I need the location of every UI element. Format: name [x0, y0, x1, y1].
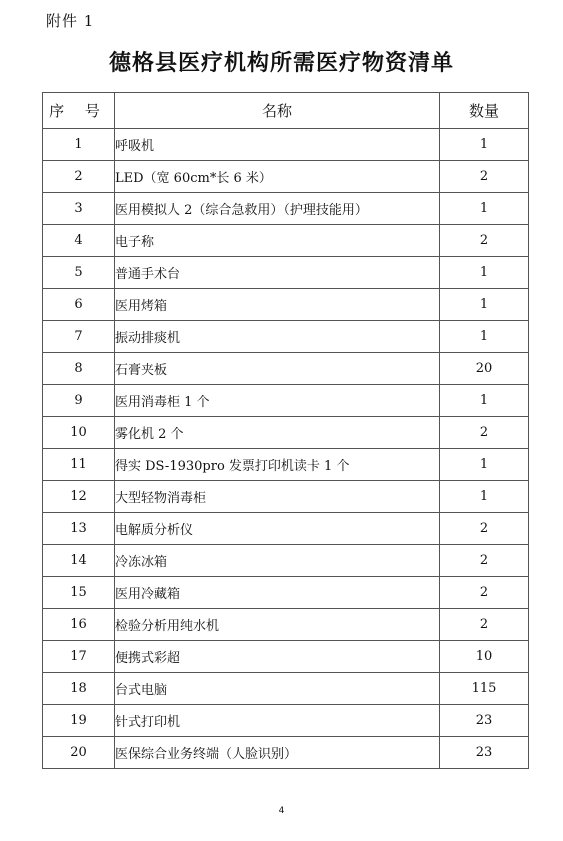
row-item-name: 台式电脑: [115, 673, 440, 705]
row-serial-number: 8: [43, 353, 115, 385]
table-row: [43, 641, 529, 673]
row-item-name: 雾化机 2 个: [115, 417, 440, 449]
row-quantity: 1: [440, 193, 529, 225]
table-row: [43, 417, 529, 449]
row-serial-number: 3: [43, 193, 115, 225]
row-item-name: 医保综合业务终端（人脸识别）: [115, 737, 440, 769]
table-row: [43, 577, 529, 609]
table-row: [43, 545, 529, 577]
row-item-name: 便携式彩超: [115, 641, 440, 673]
row-item-name: 电解质分析仪: [115, 513, 440, 545]
table-row: [43, 705, 529, 737]
row-item-name: 呼吸机: [115, 129, 440, 161]
row-serial-number: 7: [43, 321, 115, 353]
row-item-name: 冷冻冰箱: [115, 545, 440, 577]
row-serial-number: 16: [43, 609, 115, 641]
row-item-name: 医用消毒柜 1 个: [115, 385, 440, 417]
row-quantity: 1: [440, 289, 529, 321]
table-row: [43, 673, 529, 705]
row-serial-number: 14: [43, 545, 115, 577]
row-item-name: 医用模拟人 2（综合急救用）（护理技能用）: [115, 193, 440, 225]
table-row: [43, 609, 529, 641]
attachment-label: 附件 1: [46, 12, 95, 30]
row-item-name: 医用冷藏箱: [115, 577, 440, 609]
row-serial-number: 1: [43, 129, 115, 161]
row-item-name: 石膏夹板: [115, 353, 440, 385]
row-serial-number: 10: [43, 417, 115, 449]
row-item-name: 医用烤箱: [115, 289, 440, 321]
table-header-row: [43, 93, 529, 129]
row-item-name: 振动排痰机: [115, 321, 440, 353]
table-row: [43, 737, 529, 769]
table-row: [43, 353, 529, 385]
row-item-name: 大型轻物消毒柜: [115, 481, 440, 513]
row-item-name: 检验分析用纯水机: [115, 609, 440, 641]
table-row: [43, 225, 529, 257]
row-quantity: 10: [440, 641, 529, 673]
row-serial-number: 4: [43, 225, 115, 257]
row-quantity: 1: [440, 257, 529, 289]
table-row: [43, 321, 529, 353]
row-quantity: 2: [440, 577, 529, 609]
row-serial-number: 19: [43, 705, 115, 737]
row-serial-number: 18: [43, 673, 115, 705]
table-row: [43, 161, 529, 193]
row-serial-number: 17: [43, 641, 115, 673]
supplies-table: [42, 92, 529, 769]
row-quantity: 23: [440, 737, 529, 769]
table-row: [43, 289, 529, 321]
table-row: [43, 449, 529, 481]
table-row: [43, 193, 529, 225]
row-quantity: 2: [440, 545, 529, 577]
row-quantity: 2: [440, 609, 529, 641]
row-quantity: 1: [440, 385, 529, 417]
row-quantity: 2: [440, 225, 529, 257]
row-serial-number: 15: [43, 577, 115, 609]
row-item-name: 普通手术台: [115, 257, 440, 289]
header-serial-number: 序 号: [43, 93, 115, 129]
row-serial-number: 12: [43, 481, 115, 513]
row-quantity: 23: [440, 705, 529, 737]
row-quantity: 20: [440, 353, 529, 385]
row-quantity: 115: [440, 673, 529, 705]
row-quantity: 1: [440, 129, 529, 161]
row-quantity: 2: [440, 417, 529, 449]
table-row: [43, 129, 529, 161]
row-serial-number: 6: [43, 289, 115, 321]
row-quantity: 1: [440, 321, 529, 353]
row-serial-number: 9: [43, 385, 115, 417]
row-serial-number: 20: [43, 737, 115, 769]
row-quantity: 1: [440, 449, 529, 481]
table-row: [43, 513, 529, 545]
row-quantity: 2: [440, 513, 529, 545]
table-body: [43, 129, 529, 769]
page-number: 4: [278, 806, 285, 816]
row-item-name: 电子称: [115, 225, 440, 257]
row-item-name: 针式打印机: [115, 705, 440, 737]
row-item-name: 得实 DS-1930pro 发票打印机读卡 1 个: [115, 449, 440, 481]
table-row: [43, 481, 529, 513]
header-quantity: 数量: [440, 93, 529, 129]
page-title: 德格县医疗机构所需医疗物资清单: [108, 50, 454, 76]
row-serial-number: 13: [43, 513, 115, 545]
row-item-name: LED（宽 60cm*长 6 米）: [115, 161, 440, 193]
table-row: [43, 257, 529, 289]
row-serial-number: 11: [43, 449, 115, 481]
table-row: [43, 385, 529, 417]
row-quantity: 1: [440, 481, 529, 513]
row-serial-number: 2: [43, 161, 115, 193]
row-serial-number: 5: [43, 257, 115, 289]
header-name: 名称: [115, 93, 440, 129]
row-quantity: 2: [440, 161, 529, 193]
